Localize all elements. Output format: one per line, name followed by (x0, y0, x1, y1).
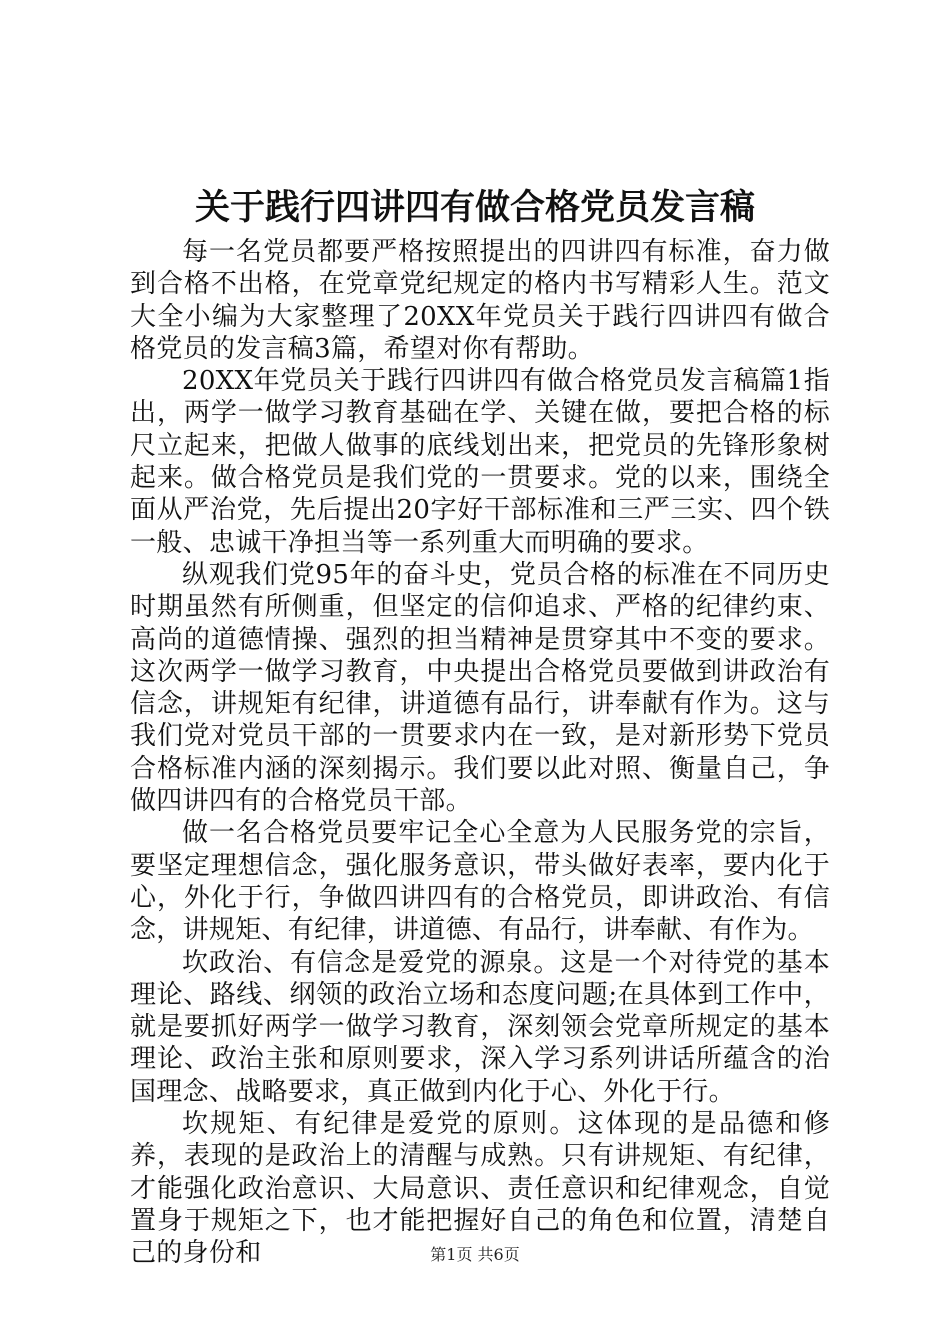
paragraph-6: 坎规矩、有纪律是爱党的原则。这体现的是品德和修养，表现的是政治上的清醒与成熟。只有讲规矩、有纪律，才能强化政治意识、大局意识、责任意识和纪律观念，自觉置身于规矩之下，也才能把握好自己的角色和位置，清楚自己的身份和 (130, 1109, 830, 1269)
paragraph-3: 纵观我们党95年的奋斗史，党员合格的标准在不同历史时期虽然有所侧重，但坚定的信仰追求、严格的纪律约束、高尚的道德情操、强烈的担当精神是贯穿其中不变的要求。这次两学一做学习教育，中央提出合格党员要做到讲政治有信念，讲规矩有纪律，讲道德有品行，讲奉献有作为。这与我们党对党员干部的一贯要求内在一致，是对新形势下党员合格标准内涵的深刻揭示。我们要以此对照、衡量自己，争做四讲四有的合格党员干部。 (130, 559, 830, 817)
paragraph-1: 每一名党员都要严格按照提出的四讲四有标准，奋力做到合格不出格，在党章党纪规定的格内书写精彩人生。范文大全小编为大家整理了20XX年党员关于践行四讲四有做合格党员的发言稿3篇，希望对你有帮助。 (130, 237, 830, 364)
paragraph-5: 坎政治、有信念是爱党的源泉。这是一个对待党的基本理论、路线、纲领的政治立场和态度问题;在具体到工作中，就是要抓好两学一做学习教育，深刻领会党章所规定的基本理论、政治主张和原则要求，深入学习系列讲话所蕴含的治国理念、战略要求，真正做到内化于心、外化于行。 (130, 947, 830, 1107)
paragraph-2: 20XX年党员关于践行四讲四有做合格党员发言稿篇1指出，两学一做学习教育基础在学、关键在做，要把合格的标尺立起来，把做人做事的底线划出来，把党员的先锋形象树起来。做合格党员是我们党的一贯要求。党的以来，围绕全面从严治党，先后提出20字好干部标准和三严三实、四个铁一般、忠诚干净担当等一系列重大而明确的要求。 (130, 366, 830, 558)
document-body (130, 236, 830, 1270)
paragraph-4: 做一名合格党员要牢记全心全意为人民服务党的宗旨，要坚定理想信念，强化服务意识，带头做好表率，要内化于心，外化于行，争做四讲四有的合格党员，即讲政治、有信念，讲规矩、有纪律，讲道德、有品行，讲奉献、有作为。 (130, 818, 830, 946)
document-title: 关于践行四讲四有做合格党员发言稿 (194, 187, 755, 228)
page-footer: 第1页 共6页 (430, 1245, 520, 1264)
